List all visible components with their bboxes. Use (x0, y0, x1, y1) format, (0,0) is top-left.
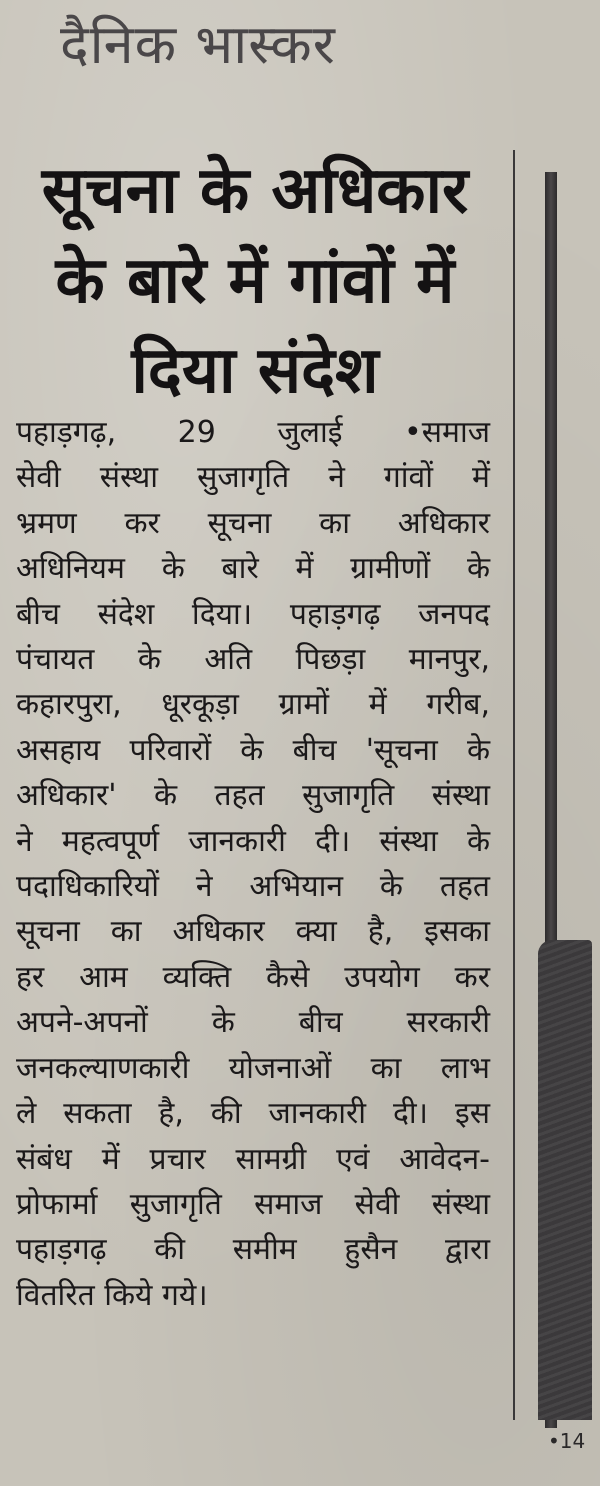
article-body (16, 410, 490, 1318)
headline-line: के बारे में गांवों में (55, 244, 455, 318)
body-line: पहाड़गढ़ की समीम हुसैन द्वारा (16, 1232, 490, 1268)
body-line: ने महत्वपूर्ण जानकारी दी। संस्था के (16, 823, 490, 859)
body-line: हर आम व्यक्ति कैसे उपयोग कर (16, 959, 490, 995)
margin-shadow-band (538, 940, 592, 1420)
headline-line: सूचना के अधिकार (41, 154, 469, 228)
body-line: अधिकार' के तहत सुजागृति संस्था (16, 778, 490, 814)
article-headline (0, 146, 510, 416)
body-line: अधिनियम के बारे में ग्रामीणों के (16, 551, 490, 587)
headline-line: दिया संदेश (131, 334, 379, 408)
body-line: पंचायत के अति पिछड़ा मानपुर, (16, 642, 490, 678)
newspaper-masthead: दैनिक भास्कर (60, 13, 336, 76)
column-divider-rule (513, 150, 515, 1420)
body-line: जनकल्याणकारी योजनाओं का लाभ (16, 1050, 490, 1086)
body-line: प्रोफार्मा सुजागृति समाज सेवी संस्था (16, 1186, 490, 1222)
body-line: पदाधिकारियों ने अभियान के तहत (16, 869, 490, 905)
body-line: सूचना का अधिकार क्या है, इसका (16, 914, 490, 950)
body-line-dateline: पहाड़गढ़, 29 जुलाई •समाज (16, 415, 490, 450)
body-line: वितरित किये गये। (16, 1277, 208, 1313)
body-line: सेवी संस्था सुजागृति ने गांवों में (16, 460, 490, 496)
body-line: अपने-अपनों के बीच सरकारी (16, 1005, 490, 1041)
body-line: संबंध में प्रचार सामग्री एवं आवेदन- (16, 1141, 490, 1177)
body-line: कहारपुरा, धूरकूड़ा ग्रामों में गरीब, (16, 687, 490, 723)
body-line: बीच संदेश दिया। पहाड़गढ़ जनपद (16, 596, 490, 632)
body-line: भ्रमण कर सूचना का अधिकार (16, 505, 490, 541)
body-line: ले सकता है, की जानकारी दी। इस (16, 1096, 490, 1132)
body-line: असहाय परिवारों के बीच 'सूचना के (16, 732, 490, 768)
page-number: •14 (548, 1429, 586, 1453)
